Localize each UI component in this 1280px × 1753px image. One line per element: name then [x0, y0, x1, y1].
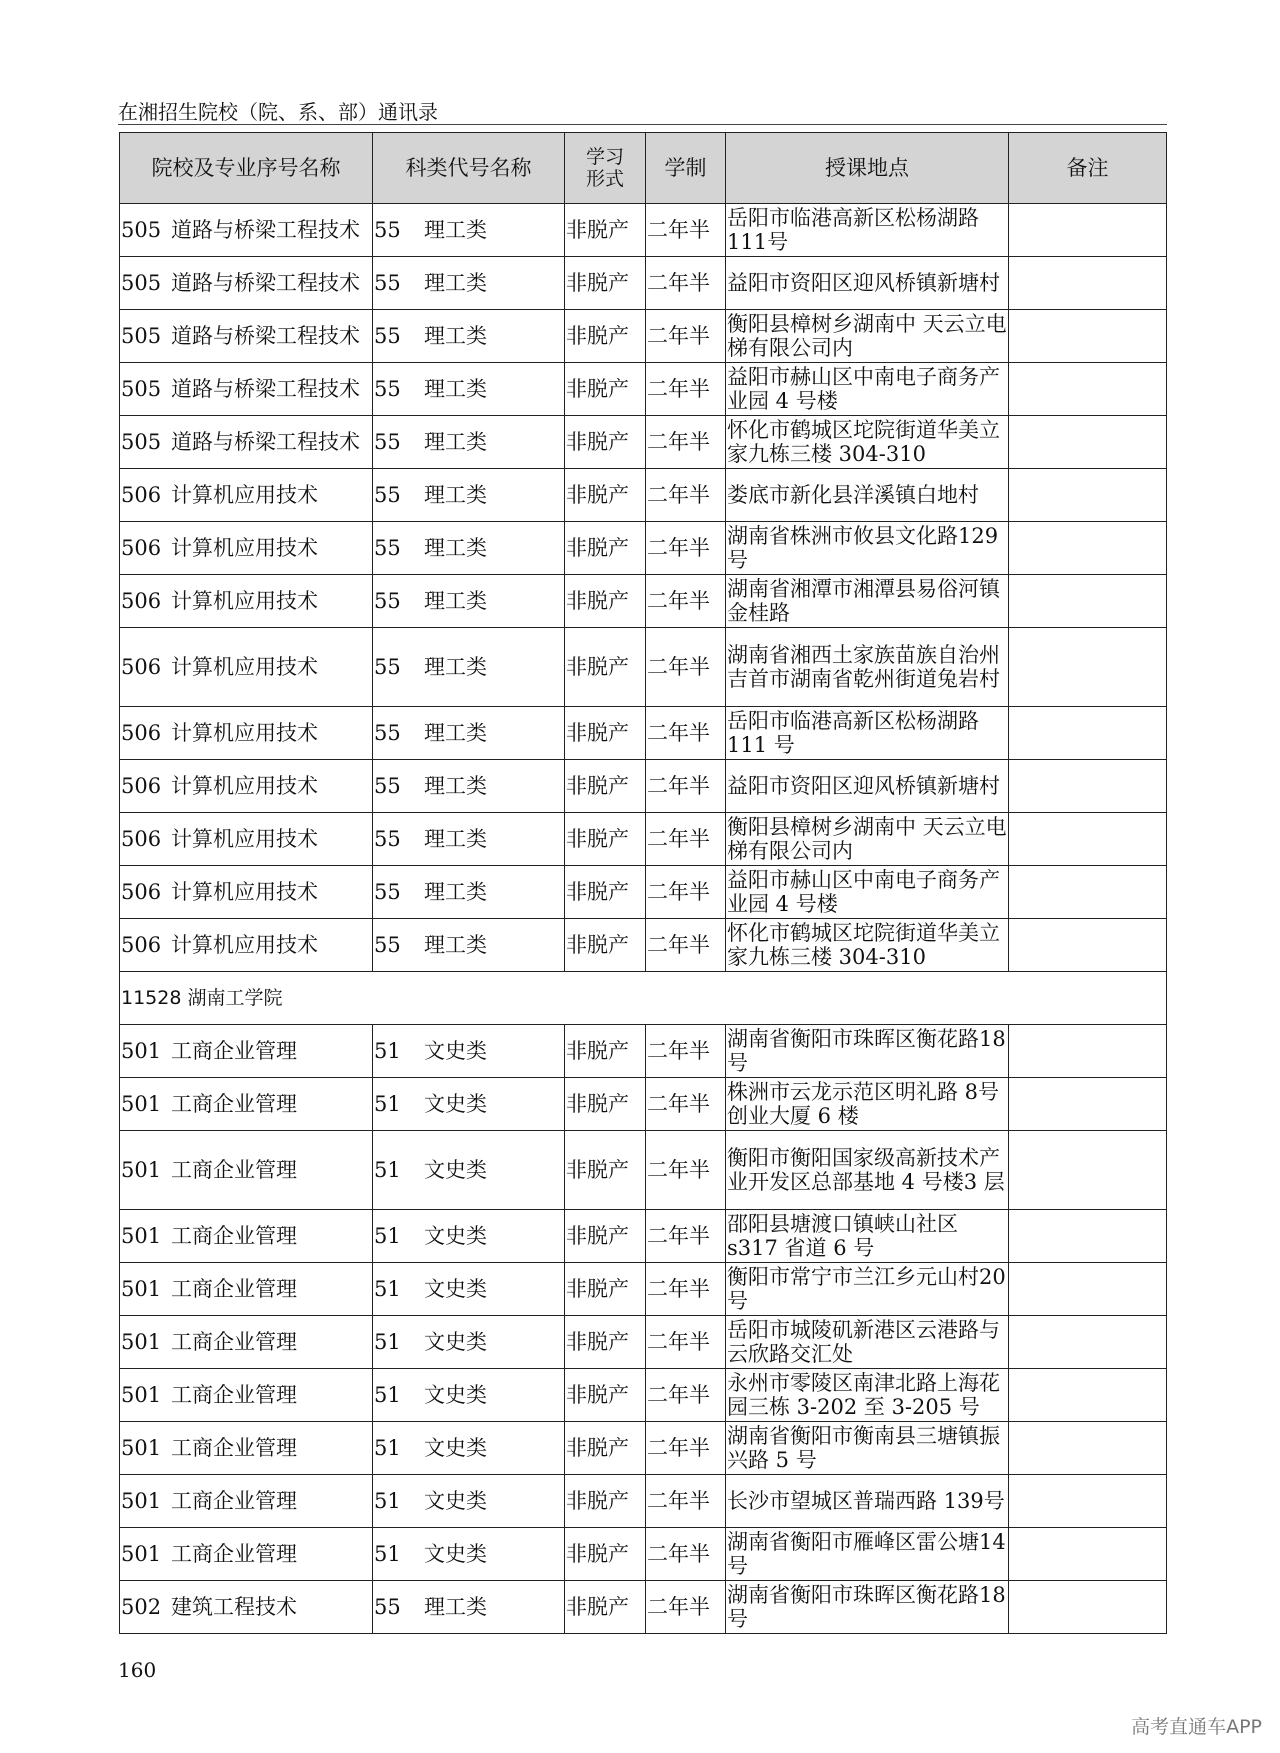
location-cell: 永州市零陵区南津北路上海花园三栋 3-202 至 3-205 号: [726, 1369, 1009, 1422]
col-header-school-major: 院校及专业序号名称: [120, 133, 373, 204]
category-cell: [373, 522, 565, 575]
category-code: 55: [374, 271, 401, 295]
location-cell: 湖南省衡阳市珠晖区衡花路18 号: [726, 1025, 1009, 1078]
category-code: 51: [374, 1436, 401, 1460]
table-row: [120, 363, 1167, 416]
category-cell: [373, 1316, 565, 1369]
category-cell: [373, 1078, 565, 1131]
note-cell: [1009, 1210, 1167, 1263]
major-number: 501: [121, 1277, 162, 1301]
table-row: [120, 919, 1167, 972]
category-name: 理工类: [424, 483, 487, 507]
duration-cell: 二年半: [646, 1581, 726, 1634]
major-name: 工商企业管理: [171, 1277, 297, 1301]
major-number: 506: [121, 880, 162, 904]
major-number: 501: [121, 1158, 162, 1182]
location-cell: 怀化市鹤城区坨院街道华美立家九栋三楼 304-310: [726, 919, 1009, 972]
location-cell: 衡阳市常宁市兰江乡元山村20 号: [726, 1263, 1009, 1316]
duration-cell: 二年半: [646, 522, 726, 575]
note-cell: [1009, 522, 1167, 575]
major-name: 道路与桥梁工程技术: [171, 377, 360, 401]
note-cell: [1009, 707, 1167, 760]
location-cell: 湖南省湘西土家族苗族自治州吉首市湖南省乾州街道兔岩村: [726, 628, 1009, 707]
location-cell: 衡阳市衡阳国家级高新技术产业开发区总部基地 4 号楼3 层: [726, 1131, 1009, 1210]
study-form-cell: 非脱产: [565, 1078, 646, 1131]
note-cell: [1009, 416, 1167, 469]
note-cell: [1009, 1316, 1167, 1369]
major-name: 计算机应用技术: [171, 827, 318, 851]
major-cell: [120, 310, 373, 363]
major-number: 506: [121, 536, 162, 560]
category-name: 理工类: [424, 324, 487, 348]
note-cell: [1009, 1422, 1167, 1475]
note-cell: [1009, 919, 1167, 972]
major-cell: [120, 257, 373, 310]
major-number: 505: [121, 430, 162, 454]
category-code: 51: [374, 1224, 401, 1248]
study-form-cell: 非脱产: [565, 1422, 646, 1475]
major-name: 道路与桥梁工程技术: [171, 430, 360, 454]
study-form-cell: 非脱产: [565, 1528, 646, 1581]
col-header-study-form: 学习形式: [565, 133, 646, 204]
table-row: [120, 257, 1167, 310]
study-form-cell: 非脱产: [565, 760, 646, 813]
table-row: [120, 813, 1167, 866]
category-cell: [373, 707, 565, 760]
category-cell: [373, 416, 565, 469]
study-form-cell: 非脱产: [565, 1475, 646, 1528]
major-name: 计算机应用技术: [171, 589, 318, 613]
category-cell: [373, 1210, 565, 1263]
study-form-cell: 非脱产: [565, 1263, 646, 1316]
study-form-cell: 非脱产: [565, 204, 646, 257]
major-cell: [120, 363, 373, 416]
note-cell: [1009, 628, 1167, 707]
directory-table: [119, 132, 1167, 1634]
header-row: [120, 133, 1167, 204]
category-cell: [373, 1475, 565, 1528]
major-name: 计算机应用技术: [171, 933, 318, 957]
study-form-cell: 非脱产: [565, 310, 646, 363]
duration-cell: 二年半: [646, 1422, 726, 1475]
category-cell: [373, 628, 565, 707]
major-cell: [120, 1581, 373, 1634]
major-cell: [120, 1528, 373, 1581]
duration-cell: 二年半: [646, 919, 726, 972]
col-header-note: 备注: [1009, 133, 1167, 204]
category-code: 55: [374, 655, 401, 679]
major-number: 506: [121, 721, 162, 745]
major-cell: [120, 1210, 373, 1263]
category-name: 理工类: [424, 655, 487, 679]
category-cell: [373, 760, 565, 813]
duration-cell: 二年半: [646, 866, 726, 919]
category-cell: [373, 575, 565, 628]
category-code: 55: [374, 324, 401, 348]
major-cell: [120, 522, 373, 575]
category-cell: [373, 363, 565, 416]
study-form-cell: 非脱产: [565, 1316, 646, 1369]
note-cell: [1009, 204, 1167, 257]
major-cell: [120, 1263, 373, 1316]
major-number: 501: [121, 1092, 162, 1116]
study-form-cell: 非脱产: [565, 1581, 646, 1634]
major-number: 501: [121, 1436, 162, 1460]
major-name: 计算机应用技术: [171, 721, 318, 745]
major-name: 计算机应用技术: [171, 536, 318, 560]
note-cell: [1009, 310, 1167, 363]
category-name: 文史类: [424, 1489, 487, 1513]
col-header-duration: 学制: [646, 133, 726, 204]
location-cell: 益阳市赫山区中南电子商务产业园 4 号楼: [726, 363, 1009, 416]
major-number: 506: [121, 774, 162, 798]
study-form-cell: 非脱产: [565, 707, 646, 760]
category-cell: [373, 310, 565, 363]
table-row: [120, 1422, 1167, 1475]
section-row: [120, 972, 1167, 1025]
category-name: 理工类: [424, 827, 487, 851]
category-name: 理工类: [424, 1595, 487, 1619]
duration-cell: 二年半: [646, 1528, 726, 1581]
major-name: 计算机应用技术: [171, 655, 318, 679]
major-number: 501: [121, 1224, 162, 1248]
study-form-cell: 非脱产: [565, 1025, 646, 1078]
major-cell: [120, 1078, 373, 1131]
duration-cell: 二年半: [646, 363, 726, 416]
category-name: 文史类: [424, 1224, 487, 1248]
study-form-cell: 非脱产: [565, 1131, 646, 1210]
running-header: 在湘招生院校（院、系、部）通讯录: [118, 100, 438, 124]
major-number: 505: [121, 271, 162, 295]
major-name: 计算机应用技术: [171, 483, 318, 507]
table-row: [120, 1316, 1167, 1369]
institution-title: 11528 湖南工学院: [120, 972, 1167, 1025]
major-number: 506: [121, 589, 162, 613]
category-cell: [373, 1422, 565, 1475]
table-row: [120, 310, 1167, 363]
category-name: 理工类: [424, 880, 487, 904]
category-code: 55: [374, 827, 401, 851]
table-row: [120, 1025, 1167, 1078]
note-cell: [1009, 760, 1167, 813]
major-cell: [120, 628, 373, 707]
category-name: 理工类: [424, 271, 487, 295]
location-cell: 岳阳市临港高新区松杨湖路111号: [726, 204, 1009, 257]
table-row: [120, 416, 1167, 469]
table-row: [120, 575, 1167, 628]
study-form-cell: 非脱产: [565, 469, 646, 522]
category-code: 51: [374, 1158, 401, 1182]
category-code: 51: [374, 1092, 401, 1116]
table-row: [120, 469, 1167, 522]
major-number: 506: [121, 933, 162, 957]
watermark: 高考直通车APP: [1131, 1716, 1262, 1738]
note-cell: [1009, 1025, 1167, 1078]
location-cell: 怀化市鹤城区坨院街道华美立家九栋三楼 304-310: [726, 416, 1009, 469]
category-code: 55: [374, 430, 401, 454]
category-code: 55: [374, 1595, 401, 1619]
category-name: 理工类: [424, 536, 487, 560]
category-cell: [373, 1025, 565, 1078]
major-cell: [120, 1369, 373, 1422]
duration-cell: 二年半: [646, 1210, 726, 1263]
duration-cell: 二年半: [646, 575, 726, 628]
category-code: 55: [374, 933, 401, 957]
major-number: 505: [121, 324, 162, 348]
major-name: 工商企业管理: [171, 1039, 297, 1063]
table-row: [120, 1528, 1167, 1581]
major-name: 计算机应用技术: [171, 774, 318, 798]
major-number: 501: [121, 1542, 162, 1566]
duration-cell: 二年半: [646, 628, 726, 707]
major-name: 工商企业管理: [171, 1092, 297, 1116]
note-cell: [1009, 257, 1167, 310]
major-number: 505: [121, 377, 162, 401]
location-cell: 邵阳县塘渡口镇峡山社区s317 省道 6 号: [726, 1210, 1009, 1263]
header-rule: [118, 124, 1167, 125]
major-name: 工商企业管理: [171, 1436, 297, 1460]
category-code: 55: [374, 377, 401, 401]
major-name: 计算机应用技术: [171, 880, 318, 904]
category-cell: [373, 1263, 565, 1316]
category-name: 理工类: [424, 430, 487, 454]
location-cell: 湖南省湘潭市湘潭县易俗河镇金桂路: [726, 575, 1009, 628]
study-form-cell: 非脱产: [565, 1369, 646, 1422]
duration-cell: 二年半: [646, 1475, 726, 1528]
category-code: 51: [374, 1277, 401, 1301]
study-form-cell: 非脱产: [565, 257, 646, 310]
table-row: [120, 1078, 1167, 1131]
category-name: 文史类: [424, 1158, 487, 1182]
major-name: 道路与桥梁工程技术: [171, 271, 360, 295]
major-name: 工商企业管理: [171, 1330, 297, 1354]
location-cell: 益阳市赫山区中南电子商务产业园 4 号楼: [726, 866, 1009, 919]
duration-cell: 二年半: [646, 813, 726, 866]
study-form-cell: 非脱产: [565, 522, 646, 575]
category-code: 55: [374, 218, 401, 242]
table-row: [120, 866, 1167, 919]
note-cell: [1009, 1475, 1167, 1528]
duration-cell: 二年半: [646, 1078, 726, 1131]
note-cell: [1009, 1263, 1167, 1316]
category-name: 文史类: [424, 1039, 487, 1063]
page-number: 160: [118, 1658, 157, 1682]
location-cell: 湖南省株洲市攸县文化路129 号: [726, 522, 1009, 575]
category-code: 51: [374, 1489, 401, 1513]
category-name: 文史类: [424, 1277, 487, 1301]
note-cell: [1009, 1131, 1167, 1210]
category-code: 55: [374, 483, 401, 507]
location-cell: 娄底市新化县洋溪镇白地村: [726, 469, 1009, 522]
major-name: 工商企业管理: [171, 1383, 297, 1407]
major-cell: [120, 1316, 373, 1369]
major-number: 506: [121, 483, 162, 507]
category-code: 55: [374, 880, 401, 904]
study-form-cell: 非脱产: [565, 363, 646, 416]
major-number: 501: [121, 1383, 162, 1407]
table-row: [120, 1210, 1167, 1263]
table-row: [120, 707, 1167, 760]
category-name: 理工类: [424, 377, 487, 401]
major-cell: [120, 1475, 373, 1528]
duration-cell: 二年半: [646, 1369, 726, 1422]
category-name: 理工类: [424, 933, 487, 957]
duration-cell: 二年半: [646, 760, 726, 813]
note-cell: [1009, 469, 1167, 522]
location-cell: 衡阳县樟树乡湖南中 天云立电梯有限公司内: [726, 310, 1009, 363]
category-cell: [373, 919, 565, 972]
major-name: 工商企业管理: [171, 1158, 297, 1182]
duration-cell: 二年半: [646, 416, 726, 469]
category-code: 55: [374, 721, 401, 745]
major-cell: [120, 575, 373, 628]
major-number: 506: [121, 827, 162, 851]
category-name: 理工类: [424, 721, 487, 745]
category-name: 文史类: [424, 1542, 487, 1566]
category-code: 51: [374, 1542, 401, 1566]
category-cell: [373, 813, 565, 866]
duration-cell: 二年半: [646, 1131, 726, 1210]
table-row: [120, 204, 1167, 257]
category-cell: [373, 204, 565, 257]
category-cell: [373, 866, 565, 919]
category-code: 51: [374, 1039, 401, 1063]
category-code: 51: [374, 1330, 401, 1354]
major-cell: [120, 866, 373, 919]
category-name: 文史类: [424, 1092, 487, 1116]
major-cell: [120, 1422, 373, 1475]
note-cell: [1009, 1078, 1167, 1131]
major-cell: [120, 204, 373, 257]
major-name: 道路与桥梁工程技术: [171, 218, 360, 242]
location-cell: 湖南省衡阳市珠晖区衡花路18 号: [726, 1581, 1009, 1634]
duration-cell: 二年半: [646, 1025, 726, 1078]
major-name: 工商企业管理: [171, 1489, 297, 1513]
category-cell: [373, 1131, 565, 1210]
table-row: [120, 628, 1167, 707]
major-name: 建筑工程技术: [171, 1595, 297, 1619]
category-name: 文史类: [424, 1383, 487, 1407]
category-name: 理工类: [424, 774, 487, 798]
table-row: [120, 1131, 1167, 1210]
major-cell: [120, 416, 373, 469]
note-cell: [1009, 1528, 1167, 1581]
col-header-location: 授课地点: [726, 133, 1009, 204]
major-number: 505: [121, 218, 162, 242]
table-row: [120, 522, 1167, 575]
major-cell: [120, 760, 373, 813]
table-row: [120, 760, 1167, 813]
major-cell: [120, 469, 373, 522]
study-form-cell: 非脱产: [565, 919, 646, 972]
study-form-cell: 非脱产: [565, 416, 646, 469]
category-code: 55: [374, 536, 401, 560]
major-number: 501: [121, 1489, 162, 1513]
category-cell: [373, 257, 565, 310]
major-name: 工商企业管理: [171, 1224, 297, 1248]
category-cell: [373, 1369, 565, 1422]
table-body: [120, 204, 1167, 1634]
location-cell: 岳阳市城陵矶新港区云港路与云欣路交汇处: [726, 1316, 1009, 1369]
category-cell: [373, 469, 565, 522]
note-cell: [1009, 866, 1167, 919]
duration-cell: 二年半: [646, 310, 726, 363]
note-cell: [1009, 1581, 1167, 1634]
major-cell: [120, 1025, 373, 1078]
location-cell: 株洲市云龙示范区明礼路 8号创业大厦 6 楼: [726, 1078, 1009, 1131]
duration-cell: 二年半: [646, 707, 726, 760]
major-number: 502: [121, 1595, 162, 1619]
table-row: [120, 1475, 1167, 1528]
location-cell: 益阳市资阳区迎风桥镇新塘村: [726, 760, 1009, 813]
note-cell: [1009, 575, 1167, 628]
study-form-cell: 非脱产: [565, 1210, 646, 1263]
major-number: 501: [121, 1039, 162, 1063]
study-form-cell: 非脱产: [565, 813, 646, 866]
category-code: 51: [374, 1383, 401, 1407]
duration-cell: 二年半: [646, 1263, 726, 1316]
major-cell: [120, 813, 373, 866]
major-name: 工商企业管理: [171, 1542, 297, 1566]
duration-cell: 二年半: [646, 469, 726, 522]
col-header-category: 科类代号名称: [373, 133, 565, 204]
table-row: [120, 1581, 1167, 1634]
major-cell: [120, 1131, 373, 1210]
note-cell: [1009, 363, 1167, 416]
duration-cell: 二年半: [646, 257, 726, 310]
category-name: 理工类: [424, 218, 487, 242]
note-cell: [1009, 813, 1167, 866]
major-number: 506: [121, 655, 162, 679]
study-form-cell: 非脱产: [565, 575, 646, 628]
location-cell: 长沙市望城区普瑞西路 139号: [726, 1475, 1009, 1528]
location-cell: 湖南省衡阳市雁峰区雷公塘14 号: [726, 1528, 1009, 1581]
category-cell: [373, 1581, 565, 1634]
table-row: [120, 1263, 1167, 1316]
location-cell: 益阳市资阳区迎风桥镇新塘村: [726, 257, 1009, 310]
category-code: 55: [374, 589, 401, 613]
major-cell: [120, 707, 373, 760]
study-form-cell: 非脱产: [565, 866, 646, 919]
major-number: 501: [121, 1330, 162, 1354]
study-form-cell: 非脱产: [565, 628, 646, 707]
location-cell: 岳阳市临港高新区松杨湖路111 号: [726, 707, 1009, 760]
major-name: 道路与桥梁工程技术: [171, 324, 360, 348]
location-cell: 湖南省衡阳市衡南县三塘镇振兴路 5 号: [726, 1422, 1009, 1475]
category-code: 55: [374, 774, 401, 798]
category-name: 理工类: [424, 589, 487, 613]
category-name: 文史类: [424, 1330, 487, 1354]
note-cell: [1009, 1369, 1167, 1422]
table-row: [120, 1369, 1167, 1422]
duration-cell: 二年半: [646, 1316, 726, 1369]
category-cell: [373, 1528, 565, 1581]
location-cell: 衡阳县樟树乡湖南中 天云立电梯有限公司内: [726, 813, 1009, 866]
major-cell: [120, 919, 373, 972]
category-name: 文史类: [424, 1436, 487, 1460]
duration-cell: 二年半: [646, 204, 726, 257]
